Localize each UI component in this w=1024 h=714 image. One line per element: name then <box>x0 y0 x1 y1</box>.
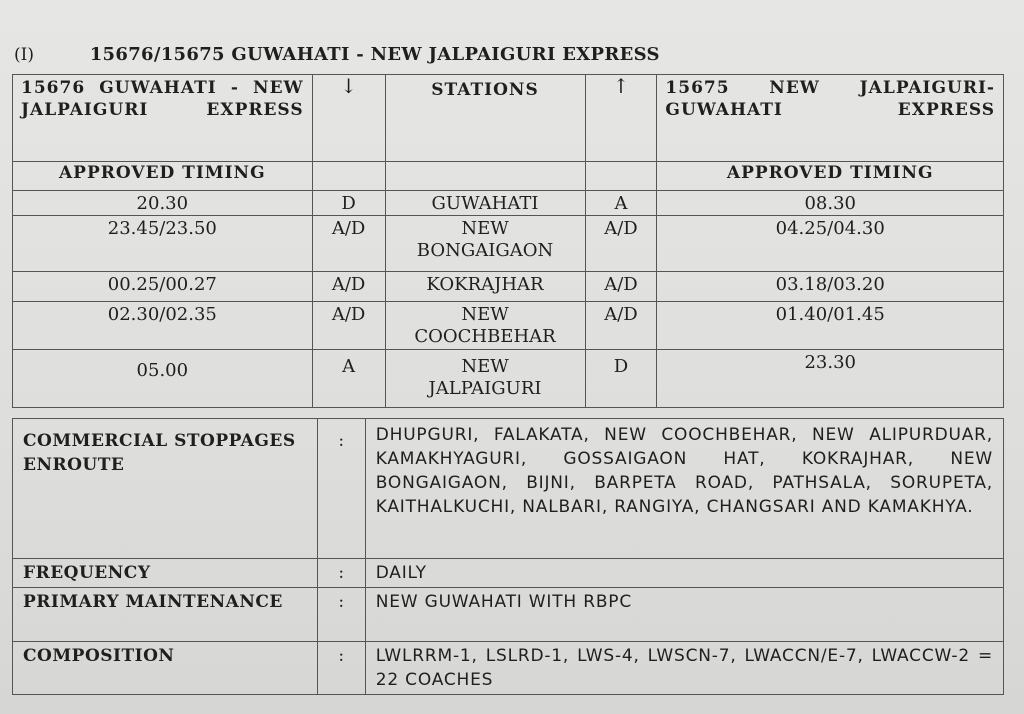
section-heading <box>14 44 660 65</box>
left-arr-dep: A <box>312 350 385 408</box>
left-time: 23.45/23.50 <box>13 216 313 272</box>
left-train-name: 15676 GUWAHATI - NEW JALPAIGURI EXPRESS <box>13 75 313 162</box>
section-number: (I) <box>14 45 34 65</box>
empty-cell <box>585 162 657 191</box>
colon: : <box>317 642 365 695</box>
stations-header: STATIONS <box>385 75 585 162</box>
station-name: KOKRAJHAR <box>385 272 585 302</box>
section-title: 15676/15675 GUWAHATI - NEW JALPAIGURI EXPRESS <box>89 44 660 65</box>
colon: : <box>317 419 365 559</box>
table-row <box>13 350 1004 408</box>
colon: : <box>317 559 365 588</box>
station-name: NEW JALPAIGURI <box>385 350 585 408</box>
maintenance-row <box>13 588 1004 642</box>
right-arr-dep: A/D <box>585 272 657 302</box>
up-arrow-icon: ↑ <box>585 75 657 162</box>
right-time: 03.18/03.20 <box>657 272 1004 302</box>
empty-cell <box>312 162 385 191</box>
left-time: 20.30 <box>13 191 313 216</box>
station-name: NEW COOCHBEHAR <box>385 302 585 350</box>
left-arr-dep: A/D <box>312 272 385 302</box>
left-arr-dep: D <box>312 191 385 216</box>
left-arr-dep: A/D <box>312 216 385 272</box>
frequency-label: FREQUENCY <box>13 559 318 588</box>
left-time: 05.00 <box>13 350 313 408</box>
composition-value: LWLRRM-1, LSLRD-1, LWS-4, LWSCN-7, LWACCN/E-7, LWACCW-2 = 22 COACHES <box>365 642 1003 695</box>
right-arr-dep: D <box>585 350 657 408</box>
table-row <box>13 302 1004 350</box>
left-time: 00.25/00.27 <box>13 272 313 302</box>
stoppages-label: COMMERCIAL STOPPAGES ENROUTE <box>13 419 318 559</box>
right-time: 04.25/04.30 <box>657 216 1004 272</box>
left-approved-timing-header: APPROVED TIMING <box>13 162 313 191</box>
right-time: 23.30 <box>657 350 1004 408</box>
left-arr-dep: A/D <box>312 302 385 350</box>
composition-row <box>13 642 1004 695</box>
composition-label: COMPOSITION <box>13 642 318 695</box>
table-row <box>13 191 1004 216</box>
right-arr-dep: A/D <box>585 216 657 272</box>
table-row <box>13 216 1004 272</box>
frequency-row <box>13 559 1004 588</box>
stoppages-value: DHUPGURI, FALAKATA, NEW COOCHBEHAR, NEW ALIPURDUAR, KAMAKHYAGURI, GOSSAIGAON HAT, KOKRAJHAR, NEW BONGAIGAON, BIJNI, BARPETA ROAD, PATHSALA, SORUPETA, KAITHALKUCHI, NALBARI, RANGIYA, CHANGSARI AND KAMAKHYA. <box>365 419 1003 559</box>
stoppages-row <box>13 419 1004 559</box>
maintenance-label: PRIMARY MAINTENANCE <box>13 588 318 642</box>
right-train-name: 15675 NEW JALPAIGURI-GUWAHATI EXPRESS <box>657 75 1004 162</box>
station-name: NEW BONGAIGAON <box>385 216 585 272</box>
right-time: 01.40/01.45 <box>657 302 1004 350</box>
down-arrow-icon: ↓ <box>312 75 385 162</box>
right-arr-dep: A <box>585 191 657 216</box>
right-time: 08.30 <box>657 191 1004 216</box>
left-time: 02.30/02.35 <box>13 302 313 350</box>
timing-subheader-row <box>13 162 1004 191</box>
colon: : <box>317 588 365 642</box>
timing-header-row <box>13 75 1004 162</box>
details-table <box>12 418 1004 695</box>
frequency-value: DAILY <box>365 559 1003 588</box>
timing-table <box>12 74 1004 408</box>
maintenance-value: NEW GUWAHATI WITH RBPC <box>365 588 1003 642</box>
right-arr-dep: A/D <box>585 302 657 350</box>
empty-cell <box>385 162 585 191</box>
right-approved-timing-header: APPROVED TIMING <box>657 162 1004 191</box>
station-name: GUWAHATI <box>385 191 585 216</box>
table-row <box>13 272 1004 302</box>
